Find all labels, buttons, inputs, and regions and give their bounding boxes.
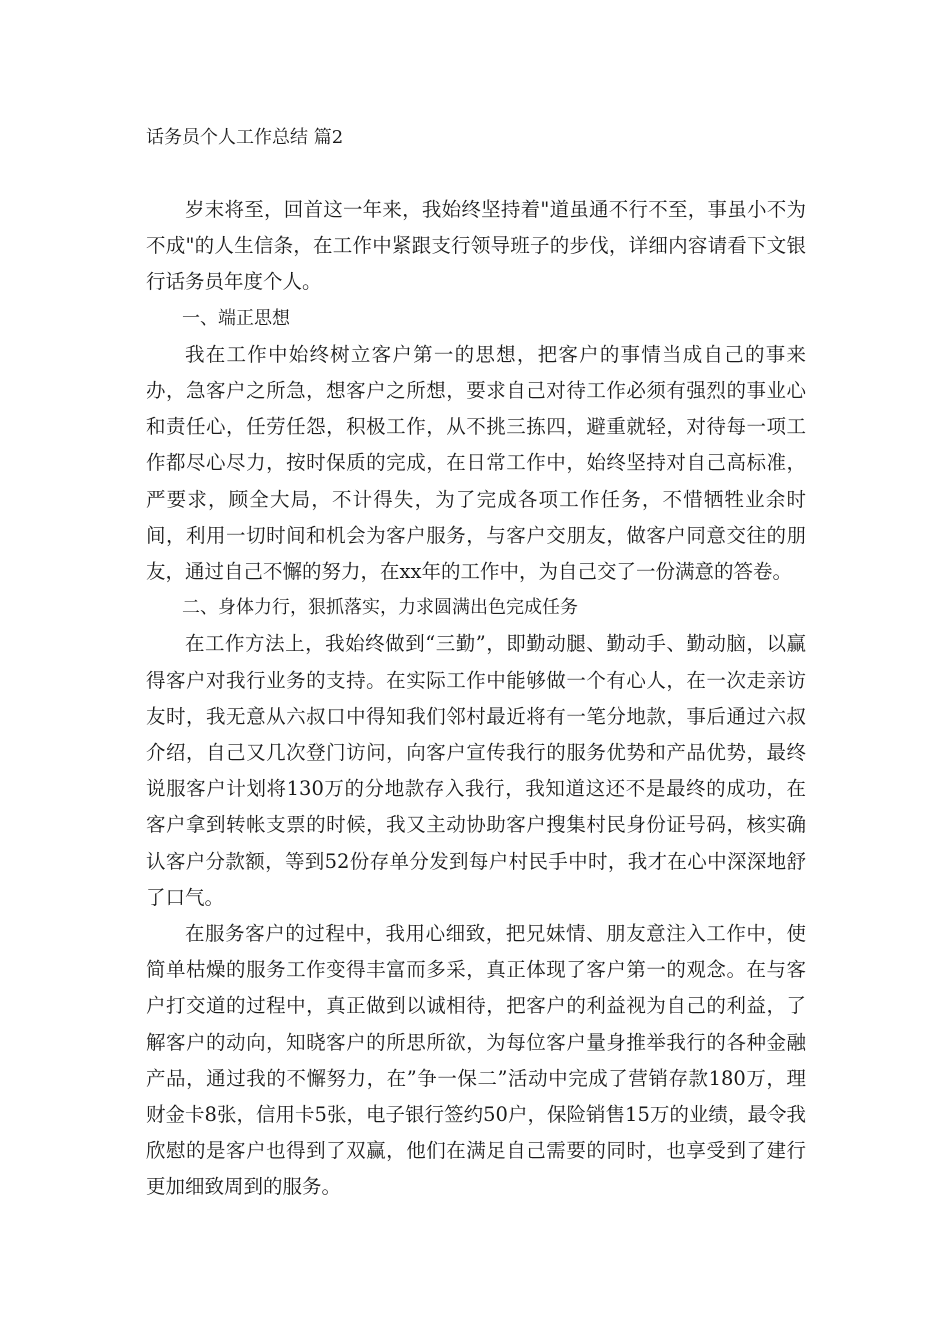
document-body: [146, 192, 806, 1206]
section-1-paragraph: 我在工作中始终树立客户第一的思想，把客户的事情当成自己的事来办，急客户之所急，想客户之所想，要求自己对待工作必须有强烈的事业心和责任心，任劳任怨，积极工作，从不挑三拣四，避重就轻，对待每一项工作都尽心尽力，按时保质的完成，在日常工作中，始终坚持对自己高标准，严要求，顾全大局，不计得失，为了完成各项工作任务，不惜牺牲业余时间，利用一切时间和机会为客户服务，与客户交朋友，做客户同意交往的朋友，通过自己不懈的努力，在xx年的工作中，为自己交了一份满意的答卷。: [146, 342, 806, 584]
section-heading-2: 二、身体力行，狠抓落实，力求圆满出色完成任务: [182, 597, 578, 619]
section-heading-1: 一、端正思想: [182, 307, 290, 329]
section-2-paragraph-2: 在服务客户的过程中，我用心细致，把兄妹情、朋友意注入工作中，使简单枯燥的服务工作变得丰富而多采，真正体现了客户第一的观念。在与客户打交道的过程中，真正做到以诚相待，把客户的利益视为自己的利益，了解客户的动向，知晓客户的所思所欲，为每位客户量身推举我行的各种金融产品，通过我的不懈努力，在”争一保二”活动中完成了营销存款180万，理财金卡8张，信用卡5张，电子银行签约50户，保险销售15万的业绩，最令我欣慰的是客户也得到了双赢，他们在满足自己需要的同时，也享受到了建行更加细致周到的服务。: [146, 922, 806, 1199]
section-2-paragraph-1: 在工作方法上，我始终做到“三勤”，即勤动腿、勤动手、勤动脑，以赢得客户对我行业务的支持。在实际工作中能够做一个有心人，在一次走亲访友时，我无意从六叔口中得知我们邻村最近将有一笔分地款，事后通过六叔介绍，自己又几次登门访问，向客户宣传我行的服务优势和产品优势，最终说服客户计划将130万的分地款存入我行，我知道这还不是最终的成功，在客户拿到转帐支票的时候，我又主动协助客户搜集村民身份证号码，核实确认客户分款额，等到52份存单分发到每户村民手中时，我才在心中深深地舒了口气。: [146, 632, 806, 909]
intro-paragraph: 岁末将至，回首这一年来，我始终坚持着"道虽通不行不至，事虽小不为不成"的人生信条，在工作中紧跟支行领导班子的步伐，详细内容请看下文银行话务员年度个人。: [146, 198, 806, 294]
document-title: 话务员个人工作总结 篇2: [146, 127, 344, 148]
